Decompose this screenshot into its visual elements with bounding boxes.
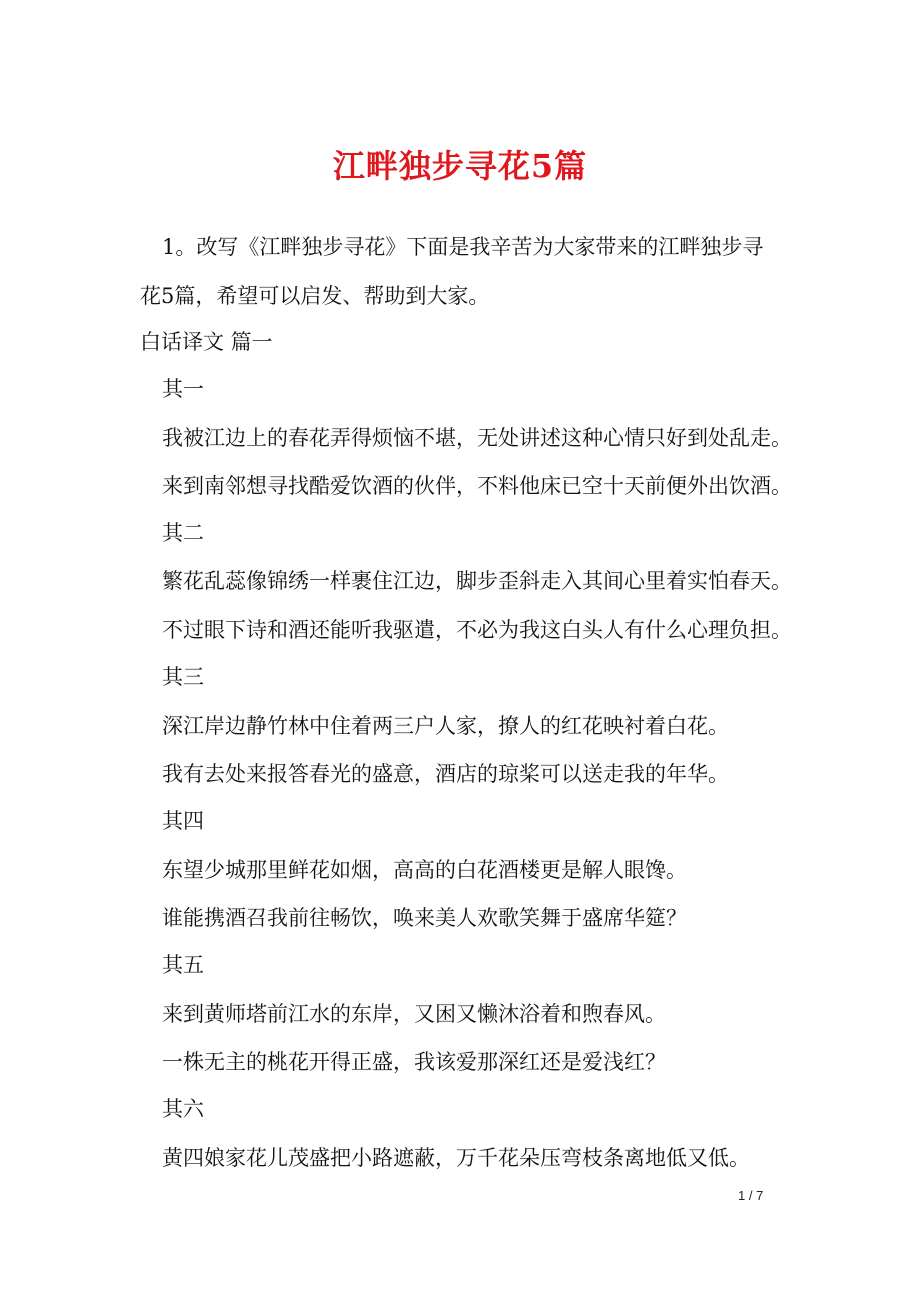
poem-heading: 其二 [162,521,204,545]
poem-heading: 其六 [162,1097,204,1121]
poem-heading: 其四 [162,809,204,833]
poem-heading: 其一 [162,377,204,401]
document-title: 江畔独步寻花5篇 [332,147,588,185]
poem-line: 不过眼下诗和酒还能听我驱遣，不必为我这白头人有什么心理负担。 [162,618,792,642]
poem-heading: 其三 [162,665,204,689]
poem-line: 谁能携酒召我前往畅饮，唤来美人欢歌笑舞于盛席华筵？ [162,906,687,930]
poem-line: 黄四娘家花儿茂盛把小路遮蔽，万千花朵压弯枝条离地低又低。 [162,1146,750,1170]
section-heading: 白话译文 篇一 [140,330,273,354]
poem-line: 来到南邻想寻找酷爱饮酒的伙伴，不料他床已空十天前便外出饮酒。 [162,474,792,498]
poem-line: 来到黄师塔前江水的东岸，又困又懒沐浴着和煦春风。 [162,1002,666,1026]
poem-line: 深江岸边静竹林中住着两三户人家，撩人的红花映衬着白花。 [162,714,729,738]
poem-line: 东望少城那里鲜花如烟，高高的白花酒楼更是解人眼馋。 [162,858,687,882]
intro-line-2: 花5篇，希望可以启发、帮助到大家。 [140,284,490,308]
poem-line: 一株无主的桃花开得正盛，我该爱那深红还是爱浅红？ [162,1050,666,1074]
page-number: 1 / 7 [738,1188,764,1203]
intro-line-1: 1。改写《江畔独步寻花》下面是我辛苦为大家带来的江畔独步寻 [162,235,764,259]
poem-heading: 其五 [162,953,204,977]
poem-line: 我被江边上的春花弄得烦恼不堪，无处讲述这种心情只好到处乱走。 [162,426,792,450]
poem-line: 繁花乱蕊像锦绣一样裹住江边，脚步歪斜走入其间心里着实怕春天。 [162,569,792,593]
poem-line: 我有去处来报答春光的盛意，酒店的琼桨可以送走我的年华。 [162,762,729,786]
